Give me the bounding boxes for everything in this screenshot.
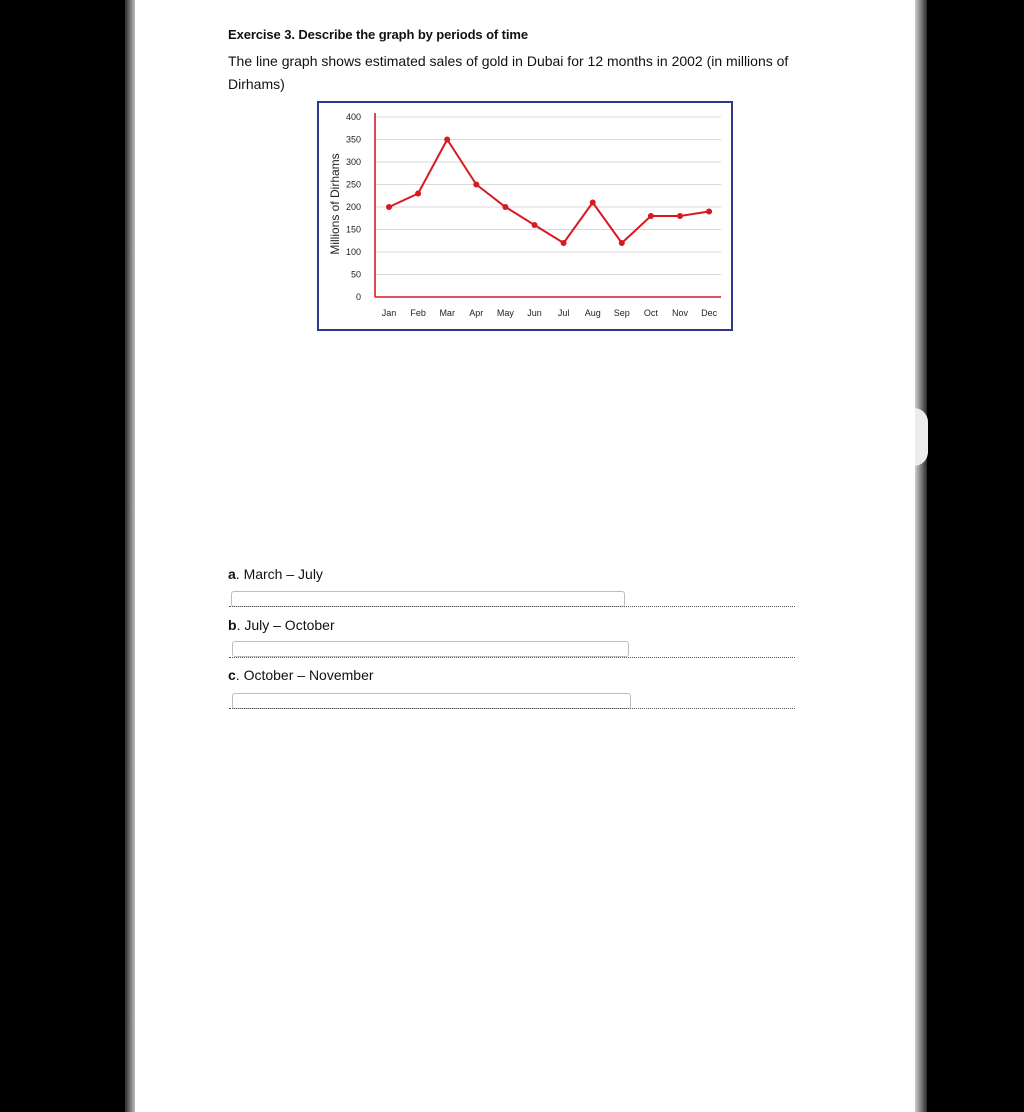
x-tick-may: May xyxy=(496,308,514,318)
data-point-jul xyxy=(561,240,567,246)
line-chart xyxy=(317,101,733,331)
data-point-dec xyxy=(706,209,712,215)
question-a xyxy=(228,566,323,582)
y-tick-0: 0 xyxy=(355,292,361,302)
answer-c-dotted-line xyxy=(229,708,795,709)
x-tick-labels xyxy=(382,308,718,318)
x-tick-sep: Sep xyxy=(613,308,630,318)
y-tick-labels xyxy=(346,112,361,302)
x-tick-nov: Nov xyxy=(671,308,689,318)
y-tick-150: 150 xyxy=(345,224,361,235)
y-tick-350: 350 xyxy=(345,134,361,145)
question-a-text: . March – July xyxy=(235,566,323,582)
question-c xyxy=(228,667,374,683)
x-tick-mar: Mar xyxy=(439,308,455,318)
data-point-mar xyxy=(444,137,450,143)
line-chart-svg xyxy=(319,103,731,329)
question-b-letter: b xyxy=(228,617,237,633)
y-tick-250: 250 xyxy=(345,179,361,190)
question-a-letter: a xyxy=(228,566,236,582)
y-axis-label: Millions of Dirhams xyxy=(328,153,342,255)
x-tick-dec: Dec xyxy=(701,308,718,318)
page-shadow-right xyxy=(915,0,927,1112)
exercise-intro: The line graph shows estimated sales of gold in Dubai for 12 months in 2002 (in millions of Dirhams) xyxy=(228,53,789,92)
exercise-heading: Exercise 3. Describe the graph by periods of time xyxy=(228,27,528,42)
data-point-jun xyxy=(532,222,538,228)
answer-a-input[interactable] xyxy=(231,591,625,607)
chart-gridlines xyxy=(375,117,721,275)
x-tick-apr: Apr xyxy=(469,308,484,318)
answer-b-input[interactable] xyxy=(232,641,629,657)
page-shadow-left xyxy=(125,0,135,1112)
answer-b-dotted-line xyxy=(229,657,795,658)
data-point-may xyxy=(502,204,508,210)
question-b xyxy=(228,617,335,633)
x-tick-aug: Aug xyxy=(584,308,601,318)
data-point-feb xyxy=(415,191,421,197)
answer-c-input[interactable] xyxy=(232,693,631,709)
document-page xyxy=(135,0,915,1112)
data-point-apr xyxy=(473,182,479,188)
x-tick-jan: Jan xyxy=(381,308,397,318)
y-tick-300: 300 xyxy=(345,157,361,167)
x-tick-jul: Jul xyxy=(557,308,570,318)
data-point-sep xyxy=(619,240,625,246)
data-point-jan xyxy=(386,204,392,210)
y-tick-400: 400 xyxy=(345,112,361,122)
x-tick-jun: Jun xyxy=(527,308,542,318)
question-c-text: . October – November xyxy=(235,667,374,683)
y-tick-50: 50 xyxy=(350,269,361,280)
chart-axes xyxy=(375,113,721,297)
data-point-nov xyxy=(677,213,683,219)
scrollbar-thumb[interactable] xyxy=(914,408,928,466)
y-tick-200: 200 xyxy=(345,202,361,212)
data-point-aug xyxy=(590,200,596,206)
question-c-letter: c xyxy=(228,667,236,683)
answer-a-dotted-line xyxy=(229,606,795,607)
question-b-text: . July – October xyxy=(236,617,335,633)
series-line xyxy=(389,140,709,244)
x-tick-feb: Feb xyxy=(410,308,426,318)
x-tick-oct: Oct xyxy=(643,308,658,318)
data-point-oct xyxy=(648,213,654,219)
y-tick-100: 100 xyxy=(345,247,361,257)
